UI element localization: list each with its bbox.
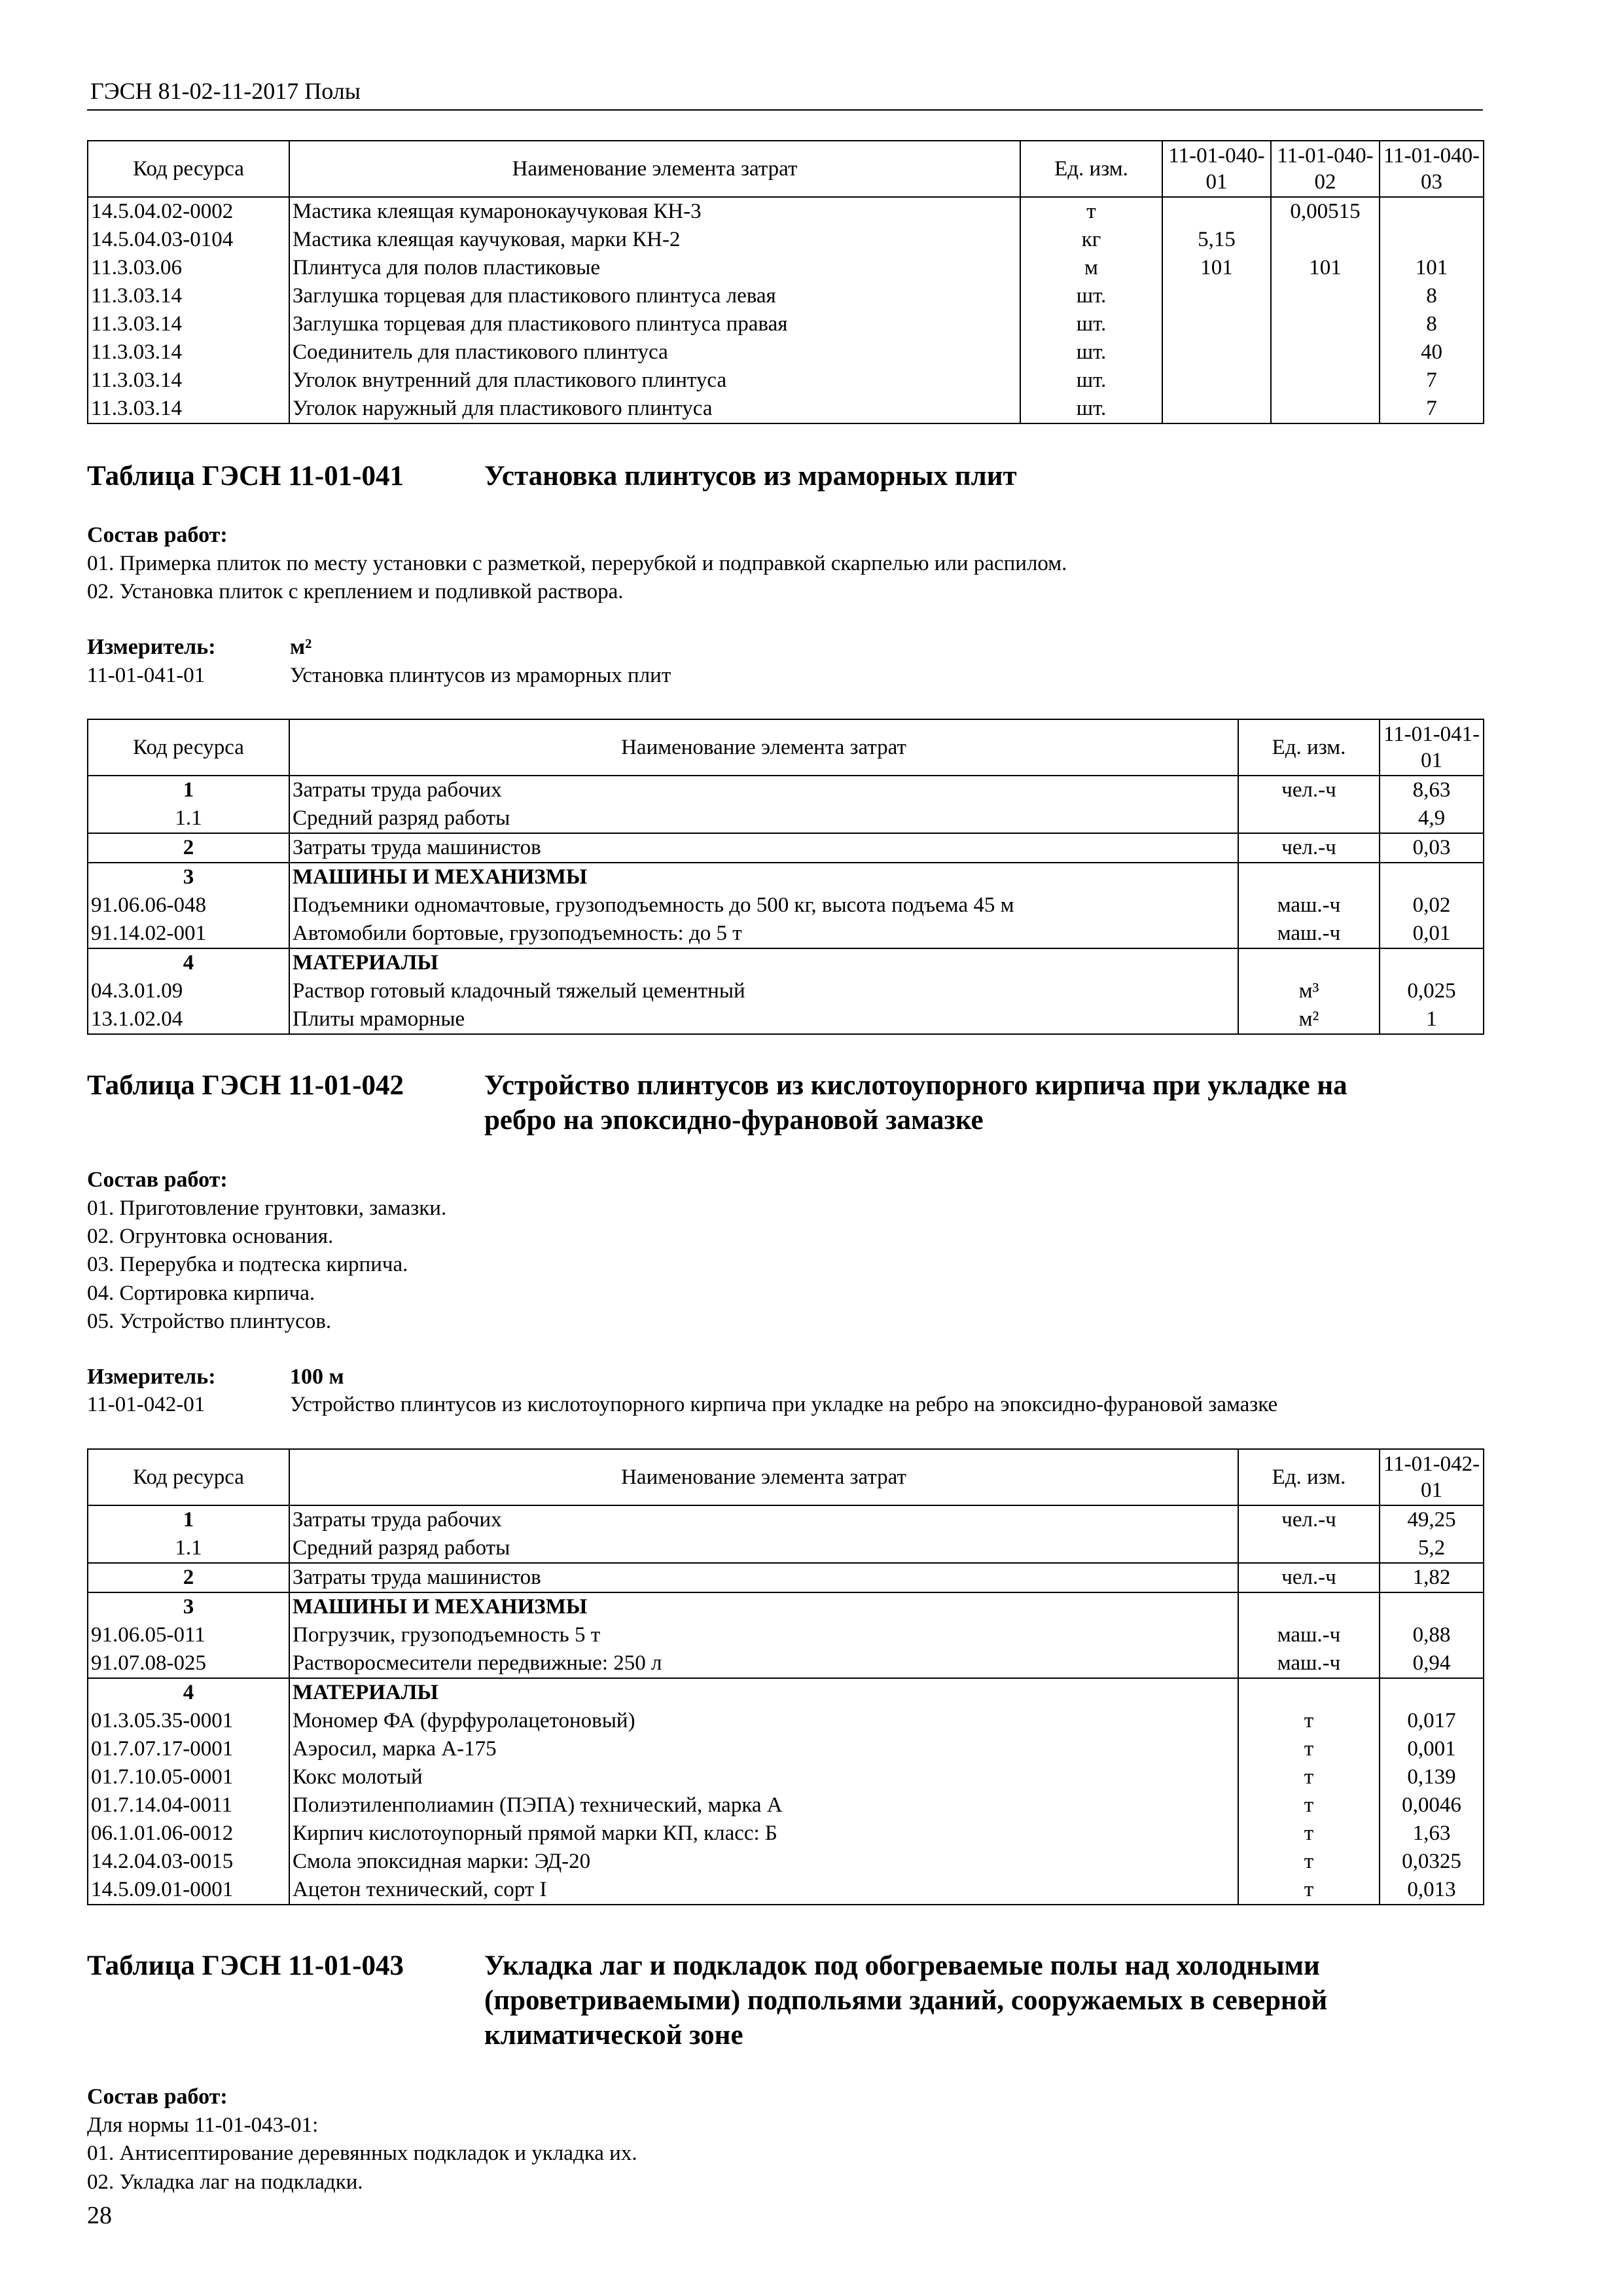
cell-value: 0,0046	[1380, 1791, 1484, 1820]
cell-value	[1271, 310, 1380, 338]
cell-code: 01.7.14.04-0011	[88, 1791, 289, 1820]
cell-value	[1162, 338, 1271, 367]
cell-unit: кг	[1020, 226, 1162, 254]
cell-unit: чел.-ч	[1238, 1505, 1380, 1534]
cell-value: 40	[1380, 338, 1484, 367]
works-label: Состав работ:	[87, 2085, 228, 2109]
col-header-norm: 11-01-041-01	[1380, 719, 1484, 776]
cell-unit: маш.-ч	[1238, 1621, 1380, 1649]
cell-unit: т	[1020, 197, 1162, 226]
cell-code: 14.5.04.03-0104	[88, 226, 289, 254]
cell-value: 0,001	[1380, 1735, 1484, 1763]
col-header-name: Наименование элемента затрат	[289, 141, 1020, 197]
cell-value: 0,0325	[1380, 1848, 1484, 1876]
cell-name: Мономер ФА (фурфуролацетоновый)	[289, 1707, 1238, 1735]
cell-value	[1380, 1678, 1484, 1707]
work-item: Для нормы 11-01-043-01:	[87, 2113, 319, 2137]
table-row	[88, 1791, 1484, 1820]
cell-code: 14.5.04.02-0002	[88, 197, 289, 226]
cell-name: Соединитель для пластикового плинтуса	[289, 338, 1020, 367]
cell-name: Уголок наружный для пластикового плинтуса	[289, 395, 1020, 423]
cell-name: Плиты мраморные	[289, 1005, 1238, 1034]
cell-value	[1162, 367, 1271, 395]
cell-unit: шт.	[1020, 282, 1162, 310]
table-row	[88, 395, 1484, 423]
cell-unit	[1238, 1678, 1380, 1707]
cell-code: 01.3.05.35-0001	[88, 1707, 289, 1735]
resource-table-042	[87, 1448, 1484, 1905]
cell-code: 01.7.07.17-0001	[88, 1735, 289, 1763]
section-table-label: Таблица ГЭСН 11-01-041	[87, 461, 404, 492]
cell-unit: т	[1238, 1707, 1380, 1735]
cell-value	[1162, 310, 1271, 338]
col-header-code: Код ресурса	[88, 1449, 289, 1505]
section-title: (проветриваемыми) подпольями зданий, сооружаемых в северной	[484, 1985, 1328, 2016]
cell-code: 1	[88, 1505, 289, 1534]
section-title: ребро на эпоксидно-фурановой замазке	[484, 1105, 984, 1136]
cell-unit: т	[1238, 1763, 1380, 1791]
cell-value: 0,017	[1380, 1707, 1484, 1735]
cell-name: МАШИНЫ И МЕХАНИЗМЫ	[289, 1592, 1238, 1621]
cell-code: 14.5.09.01-0001	[88, 1876, 289, 1905]
table-row	[88, 226, 1484, 254]
cell-value	[1380, 1592, 1484, 1621]
cell-name: Плинтуса для полов пластиковые	[289, 254, 1020, 282]
cell-name: Мастика клеящая каучуковая, марки КН-2	[289, 226, 1020, 254]
cell-value: 101	[1380, 254, 1484, 282]
cell-value: 0,025	[1380, 977, 1484, 1005]
cell-unit: маш.-ч	[1238, 920, 1380, 948]
cell-name: Полиэтиленполиамин (ПЭПА) технический, марка А	[289, 1791, 1238, 1820]
cell-value	[1271, 367, 1380, 395]
cell-code: 04.3.01.09	[88, 977, 289, 1005]
work-item: 02. Установка плиток с креплением и подливкой раствора.	[87, 580, 624, 603]
cell-value: 0,03	[1380, 833, 1484, 863]
meter-label: Измеритель:	[87, 635, 216, 659]
section-title: Укладка лаг и подкладок под обогреваемые полы над холодными	[484, 1950, 1320, 1981]
cell-value: 4,9	[1380, 804, 1484, 833]
cell-value	[1162, 395, 1271, 423]
table-row	[88, 1563, 1484, 1592]
cell-name: Уголок внутренний для пластикового плинтуса	[289, 367, 1020, 395]
document-header: ГЭСН 81-02-11-2017 Полы	[90, 78, 361, 104]
cell-code: 11.3.03.14	[88, 338, 289, 367]
table-row	[88, 282, 1484, 310]
cell-value: 5,2	[1380, 1534, 1484, 1563]
table-row	[88, 1534, 1484, 1563]
table-row	[88, 891, 1484, 920]
col-header-code: Код ресурса	[88, 719, 289, 776]
cell-name: Мастика клеящая кумаронокаучуковая КН-3	[289, 197, 1020, 226]
meter-label: Измеритель:	[87, 1365, 216, 1389]
cell-value	[1380, 948, 1484, 977]
cell-value: 1,82	[1380, 1563, 1484, 1592]
cell-value: 0,88	[1380, 1621, 1484, 1649]
cell-name: МАШИНЫ И МЕХАНИЗМЫ	[289, 863, 1238, 891]
cell-unit	[1238, 1534, 1380, 1563]
cell-value: 1	[1380, 1005, 1484, 1034]
cell-name: Раствор готовый кладочный тяжелый цементный	[289, 977, 1238, 1005]
cell-name: МАТЕРИАЛЫ	[289, 948, 1238, 977]
cell-value	[1271, 395, 1380, 423]
table-row	[88, 776, 1484, 804]
cell-unit: чел.-ч	[1238, 1563, 1380, 1592]
table-row	[88, 1005, 1484, 1034]
cell-unit	[1238, 863, 1380, 891]
cell-value: 0,94	[1380, 1649, 1484, 1678]
cell-code: 2	[88, 833, 289, 863]
section-table-label: Таблица ГЭСН 11-01-043	[87, 1950, 404, 1981]
cell-code: 91.06.05-011	[88, 1621, 289, 1649]
cell-code: 1.1	[88, 1534, 289, 1563]
norm-code: 11-01-041-01	[87, 664, 205, 687]
table-row	[88, 1735, 1484, 1763]
col-header-unit: Ед. изм.	[1238, 1449, 1380, 1505]
section-title: Установка плинтусов из мраморных плит	[484, 461, 1017, 492]
col-header-norm: 11-01-040-01	[1162, 141, 1271, 197]
cell-value	[1162, 197, 1271, 226]
table-row	[88, 1505, 1484, 1534]
cell-code: 13.1.02.04	[88, 1005, 289, 1034]
work-item: 05. Устройство плинтусов.	[87, 1310, 332, 1333]
cell-value: 101	[1162, 254, 1271, 282]
cell-code: 1.1	[88, 804, 289, 833]
cell-value: 7	[1380, 395, 1484, 423]
work-item: 01. Примерка плиток по месту установки с разметкой, перерубкой и подправкой скарпелью или распилом.	[87, 552, 1067, 575]
cell-value: 0,139	[1380, 1763, 1484, 1791]
cell-name: Затраты труда машинистов	[289, 1563, 1238, 1592]
norm-name: Устройство плинтусов из кислотоупорного кирпича при укладке на ребро на эпоксидно-фурановой замазке	[290, 1393, 1278, 1416]
work-item: 01. Антисептирование деревянных подкладок и укладка их.	[87, 2142, 637, 2165]
cell-unit: чел.-ч	[1238, 833, 1380, 863]
cell-value: 8	[1380, 310, 1484, 338]
col-header-code: Код ресурса	[88, 141, 289, 197]
table-row	[88, 948, 1484, 977]
cell-code: 01.7.10.05-0001	[88, 1763, 289, 1791]
work-item: 03. Перерубка и подтеска кирпича.	[87, 1253, 408, 1276]
table-row	[88, 1820, 1484, 1848]
cell-unit	[1238, 1592, 1380, 1621]
cell-value: 8,63	[1380, 776, 1484, 804]
work-item: 04. Сортировка кирпича.	[87, 1282, 315, 1305]
table-row	[88, 863, 1484, 891]
works-label: Состав работ:	[87, 523, 228, 547]
section-title: климатической зоне	[484, 2020, 743, 2051]
cell-code: 3	[88, 863, 289, 891]
work-item: 02. Огрунтовка основания.	[87, 1225, 334, 1248]
cell-value: 5,15	[1162, 226, 1271, 254]
cell-name: Подъемники одномачтовые, грузоподъемность до 500 кг, высота подъема 45 м	[289, 891, 1238, 920]
col-header-unit: Ед. изм.	[1020, 141, 1162, 197]
table-row	[88, 833, 1484, 863]
cell-code: 11.3.03.14	[88, 310, 289, 338]
table-row	[88, 1876, 1484, 1905]
table-row	[88, 1592, 1484, 1621]
cell-value	[1162, 282, 1271, 310]
table-row	[88, 977, 1484, 1005]
meter-value: 100 м	[290, 1365, 344, 1389]
cell-value: 0,02	[1380, 891, 1484, 920]
cell-name: Автомобили бортовые, грузоподъемность: до 5 т	[289, 920, 1238, 948]
cell-value: 49,25	[1380, 1505, 1484, 1534]
col-header-norm: 11-01-040-02	[1271, 141, 1380, 197]
table-row	[88, 804, 1484, 833]
cell-name: Кирпич кислотоупорный прямой марки КП, класс: Б	[289, 1820, 1238, 1848]
cell-code: 11.3.03.14	[88, 367, 289, 395]
col-header-unit: Ед. изм.	[1238, 719, 1380, 776]
cell-value: 1,63	[1380, 1820, 1484, 1848]
works-label: Состав работ:	[87, 1168, 228, 1192]
cell-value: 0,01	[1380, 920, 1484, 948]
table-row	[88, 1621, 1484, 1649]
cell-unit: т	[1238, 1735, 1380, 1763]
cell-value	[1380, 197, 1484, 226]
cell-value	[1271, 282, 1380, 310]
cell-value	[1380, 863, 1484, 891]
col-header-norm: 11-01-042-01	[1380, 1449, 1484, 1505]
cell-unit: маш.-ч	[1238, 891, 1380, 920]
table-row	[88, 254, 1484, 282]
cell-unit: м	[1020, 254, 1162, 282]
col-header-name: Наименование элемента затрат	[289, 1449, 1238, 1505]
cell-code: 06.1.01.06-0012	[88, 1820, 289, 1848]
table-row	[88, 1848, 1484, 1876]
cell-name: Растворосмесители передвижные: 250 л	[289, 1649, 1238, 1678]
cell-name: Затраты труда рабочих	[289, 1505, 1238, 1534]
col-header-norm: 11-01-040-03	[1380, 141, 1484, 197]
cell-name: Средний разряд работы	[289, 1534, 1238, 1563]
table-row	[88, 367, 1484, 395]
table-row	[88, 197, 1484, 226]
cell-code: 11.3.03.06	[88, 254, 289, 282]
table-row	[88, 1649, 1484, 1678]
cell-unit: шт.	[1020, 367, 1162, 395]
table-row	[88, 1707, 1484, 1735]
cell-unit: маш.-ч	[1238, 1649, 1380, 1678]
cell-code: 11.3.03.14	[88, 395, 289, 423]
cell-value: 8	[1380, 282, 1484, 310]
cell-name: Заглушка торцевая для пластикового плинтуса левая	[289, 282, 1020, 310]
cell-value	[1380, 226, 1484, 254]
cell-unit: т	[1238, 1876, 1380, 1905]
cell-value	[1271, 226, 1380, 254]
cell-name: Кокс молотый	[289, 1763, 1238, 1791]
cell-unit	[1238, 804, 1380, 833]
table-row	[88, 1678, 1484, 1707]
norm-code: 11-01-042-01	[87, 1393, 205, 1416]
section-table-label: Таблица ГЭСН 11-01-042	[87, 1070, 404, 1101]
cell-name: Средний разряд работы	[289, 804, 1238, 833]
cell-code: 14.2.04.03-0015	[88, 1848, 289, 1876]
cell-name: Смола эпоксидная марки: ЭД-20	[289, 1848, 1238, 1876]
cell-unit: т	[1238, 1820, 1380, 1848]
col-header-name: Наименование элемента затрат	[289, 719, 1238, 776]
cell-unit: м³	[1238, 977, 1380, 1005]
cell-unit: т	[1238, 1791, 1380, 1820]
cell-unit: чел.-ч	[1238, 776, 1380, 804]
cell-name: Ацетон технический, сорт I	[289, 1876, 1238, 1905]
cell-unit: шт.	[1020, 395, 1162, 423]
cell-code: 11.3.03.14	[88, 282, 289, 310]
meter-value: м²	[290, 635, 312, 659]
cell-name: МАТЕРИАЛЫ	[289, 1678, 1238, 1707]
norm-name: Установка плинтусов из мраморных плит	[290, 664, 671, 687]
table-row	[88, 920, 1484, 948]
cell-unit: шт.	[1020, 310, 1162, 338]
cell-unit: м²	[1238, 1005, 1380, 1034]
cell-code: 4	[88, 1678, 289, 1707]
cell-name: Заглушка торцевая для пластикового плинтуса правая	[289, 310, 1020, 338]
cell-code: 2	[88, 1563, 289, 1592]
cell-code: 91.14.02-001	[88, 920, 289, 948]
cell-value: 0,013	[1380, 1876, 1484, 1905]
cell-value: 0,00515	[1271, 197, 1380, 226]
cell-value: 101	[1271, 254, 1380, 282]
section-title: Устройство плинтусов из кислотоупорного кирпича при укладке на	[484, 1070, 1347, 1101]
resource-table-041	[87, 719, 1484, 1035]
cell-value	[1271, 338, 1380, 367]
cell-name: Погрузчик, грузоподъемность 5 т	[289, 1621, 1238, 1649]
resource-table-040	[87, 140, 1484, 424]
cell-code: 1	[88, 776, 289, 804]
cell-unit: шт.	[1020, 338, 1162, 367]
cell-value: 7	[1380, 367, 1484, 395]
table-row	[88, 1763, 1484, 1791]
cell-name: Затраты труда машинистов	[289, 833, 1238, 863]
page-number: 28	[87, 2202, 112, 2229]
cell-unit: т	[1238, 1848, 1380, 1876]
work-item: 02. Укладка лаг на подкладки.	[87, 2170, 363, 2194]
cell-code: 4	[88, 948, 289, 977]
table-row	[88, 338, 1484, 367]
table-row	[88, 310, 1484, 338]
cell-name: Затраты труда рабочих	[289, 776, 1238, 804]
cell-unit	[1238, 948, 1380, 977]
cell-name: Аэросил, марка А-175	[289, 1735, 1238, 1763]
cell-code: 3	[88, 1592, 289, 1621]
cell-code: 91.07.08-025	[88, 1649, 289, 1678]
cell-code: 91.06.06-048	[88, 891, 289, 920]
work-item: 01. Приготовление грунтовки, замазки.	[87, 1196, 447, 1220]
header-divider	[87, 109, 1483, 111]
